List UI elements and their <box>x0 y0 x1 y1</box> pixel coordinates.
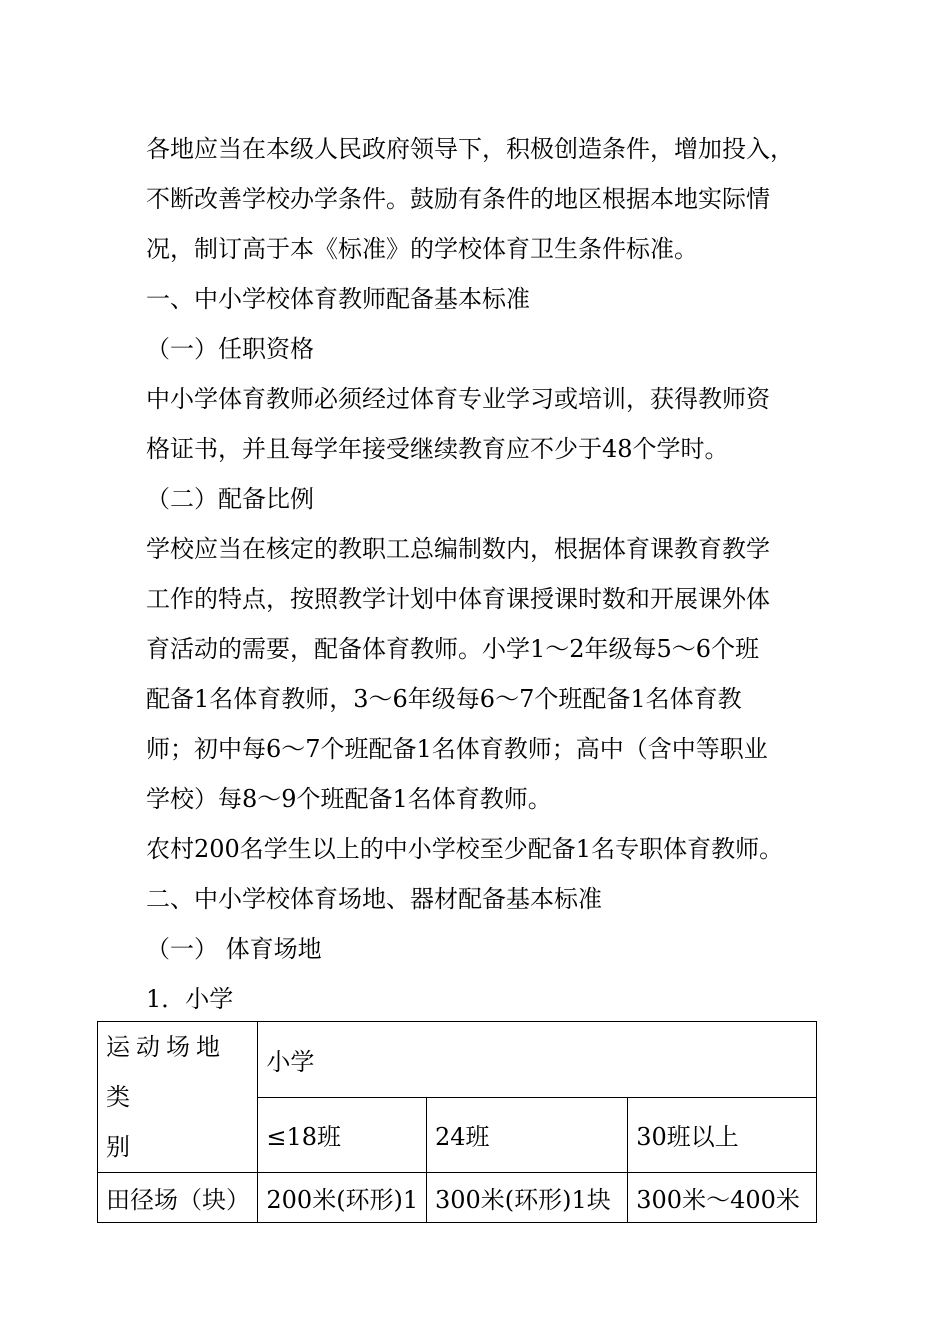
paragraph-line-7: 格证书，并且每学年接受继续教育应不少于48个学时。 <box>146 435 729 463</box>
header-col-3: 30班以上 <box>628 1097 817 1173</box>
subsection-heading-venues: （一） 体育场地 <box>146 935 322 963</box>
table-cell: 300米～400米 <box>628 1173 817 1223</box>
paragraph-line-3: 况，制订高于本《标准》的学校体育卫生条件标准。 <box>146 235 698 263</box>
subsection-heading-ratio: （二）配备比例 <box>146 485 314 513</box>
paragraph-line-2: 不断改善学校办学条件。鼓励有条件的地区根据本地实际情 <box>146 185 770 213</box>
paragraph-line-9: 学校应当在核定的教职工总编制数内，根据体育课教育教学 <box>146 535 770 563</box>
header-category-cell <box>98 1022 258 1173</box>
paragraph-line-14: 学校）每8～9个班配备1名体育教师。 <box>146 785 552 813</box>
table-header-row-1 <box>98 1022 817 1098</box>
venue-standard-table <box>97 1021 817 1223</box>
item-heading-primary: 1．小学 <box>146 985 234 1013</box>
row-label-cell: 田径场（块） <box>98 1173 258 1223</box>
paragraph-line-11: 育活动的需要，配备体育教师。小学1～2年级每5～6个班 <box>146 635 760 663</box>
header-group-cell: 小学 <box>258 1022 817 1098</box>
table-cell: 200米(环形)1 <box>258 1173 427 1223</box>
paragraph-line-6: 中小学体育教师必须经过体育专业学习或培训，获得教师资 <box>146 385 770 413</box>
paragraph-line-12: 配备1名体育教师，3～6年级每6～7个班配备1名体育教 <box>146 685 742 713</box>
table-cell: 300米(环形)1块 <box>426 1173 627 1223</box>
header-col-1: ≤18班 <box>258 1097 427 1173</box>
section-heading-2: 二、中小学校体育场地、器材配备基本标准 <box>146 885 602 913</box>
paragraph-line-15: 农村200名学生以上的中小学校至少配备1名专职体育教师。 <box>146 835 784 863</box>
header-category-line2: 别 <box>106 1133 130 1161</box>
header-col-2: 24班 <box>426 1097 627 1173</box>
table-row <box>98 1173 817 1223</box>
paragraph-line-1: 各地应当在本级人民政府领导下，积极创造条件，增加投入， <box>146 135 794 163</box>
paragraph-line-10: 工作的特点，按照教学计划中体育课授课时数和开展课外体 <box>146 585 770 613</box>
header-category-line1: 运动场地类 <box>106 1033 226 1111</box>
section-heading-1: 一、中小学校体育教师配备基本标准 <box>146 285 530 313</box>
paragraph-line-13: 师；初中每6～7个班配备1名体育教师；高中（含中等职业 <box>146 735 768 763</box>
subsection-heading-qualification: （一）任职资格 <box>146 335 314 363</box>
